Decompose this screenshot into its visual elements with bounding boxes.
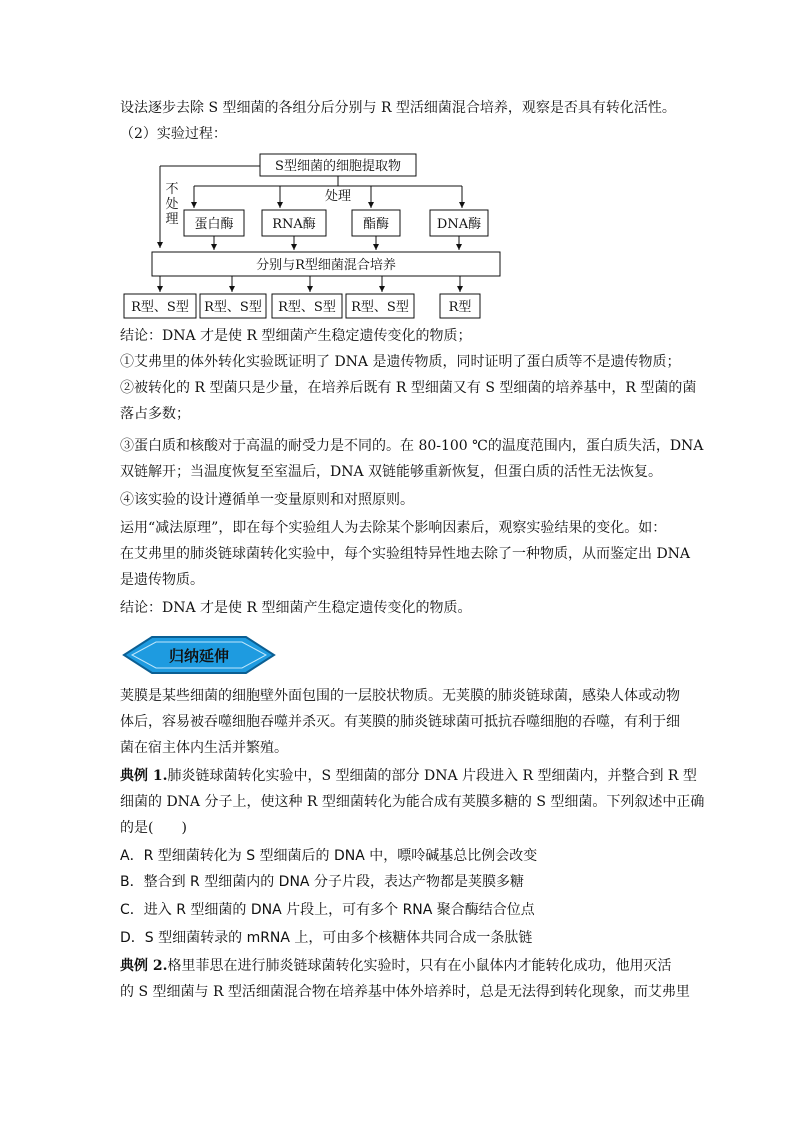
result-label-4: R型、S型 [351, 300, 409, 315]
result-label-1: R型、S型 [131, 300, 189, 315]
enzyme-label-2: RNA酶 [272, 217, 316, 232]
enzyme-label-1: 蛋白酶 [194, 217, 234, 232]
point-3a: ③蛋白质和核酸对于高温的耐受力是不同的。在 80-100 ℃的温度范围内，蛋白质失活，DNA [120, 438, 704, 454]
no-treat-label-3: 理 [165, 212, 179, 227]
example-1-option-d: D．S 型细菌转录的 mRNA 上，可由多个核糖体共同合成一条肽链 [120, 930, 533, 946]
example-1-option-b: B．整合到 R 型细菌内的 DNA 分子片段，表达产物都是荚膜多糖 [120, 874, 524, 890]
subtraction-line-1: 运用“减法原理”，即在每个实验组人为去除某个影响因素后，观察实验结果的变化。如： [120, 520, 667, 536]
conclusion-1: 结论：DNA 才是使 R 型细菌产生稳定遗传变化的物质； [120, 328, 472, 344]
point-1: ①艾弗里的体外转化实验既证明了 DNA 是遗传物质，同时证明了蛋白质等不是遗传物质； [120, 354, 681, 370]
subtraction-line-3: 是遗传物质。 [120, 572, 204, 588]
extract-label: S型细菌的细胞提取物 [275, 159, 401, 174]
example-2-q2: 的 S 型细菌与 R 型活细菌混合物在培养基中体外培养时，总是无法得到转化现象，而艾弗里 [120, 984, 690, 1000]
example-1-q3: 的是( ) [120, 820, 187, 836]
process-heading: （2）实验过程： [120, 126, 227, 142]
conclusion-2: 结论：DNA 才是使 R 型细菌产生稳定遗传变化的物质。 [120, 600, 472, 616]
point-3b: 双链解开；当温度恢复至室温后，DNA 双链能够重新恢复，但蛋白质的活性无法恢复。 [120, 464, 663, 480]
extension-line-3: 菌在宿主体内生活并繁殖。 [120, 740, 288, 756]
mix-label: 分别与R型细菌混合培养 [256, 258, 396, 273]
enzyme-label-4: DNA酶 [436, 217, 482, 232]
experiment-diagram [120, 148, 540, 324]
section-badge [122, 634, 276, 676]
example-2-label: 典例 2. [120, 958, 168, 974]
extension-line-2: 体后，容易被吞噬细胞吞噬并杀灭。有荚膜的肺炎链球菌可抵抗吞噬细胞的吞噬，有利于细 [120, 714, 680, 730]
example-1-option-c: C．进入 R 型细菌的 DNA 片段上，可有多个 RNA 聚合酶结合位点 [120, 902, 535, 918]
result-label-2: R型、S型 [204, 300, 262, 315]
point-2b: 落占多数； [120, 406, 190, 422]
intro-line: 设法逐步去除 S 型细菌的各组分后分别与 R 型活细菌混合培养，观察是否具有转化活性。 [120, 100, 676, 116]
point-2a: ②被转化的 R 型菌只是少量，在培养后既有 R 型细菌又有 S 型细菌的培养基中，R 型菌的菌 [120, 380, 697, 396]
example-1-option-a: A．R 型细菌转化为 S 型细菌后的 DNA 中，嘌呤碱基总比例会改变 [120, 848, 538, 864]
example-2-q1 [120, 956, 680, 976]
subtraction-line-2: 在艾弗里的肺炎链球菌转化实验中，每个实验组特异性地去除了一种物质，从而鉴定出 DNA [120, 546, 691, 562]
no-treat-label-1: 不 [165, 182, 179, 197]
example-2-q1-text: 格里菲思在进行肺炎链球菌转化实验时，只有在小鼠体内才能转化成功，他用灭活 [167, 958, 672, 974]
result-label-3: R型、S型 [278, 300, 336, 315]
treat-label: 处理 [324, 189, 352, 204]
example-1-q1 [120, 766, 697, 786]
point-4: ④该实验的设计遵循单一变量原则和对照原则。 [120, 492, 414, 508]
example-1-q2: 细菌的 DNA 分子上，使这种 R 型细菌转化为能合成有荚膜多糖的 S 型细菌。下列叙述中正确 [120, 794, 705, 810]
result-label-5: R型 [448, 300, 472, 315]
extension-line-1: 荚膜是某些细菌的细胞壁外面包围的一层胶状物质。无荚膜的肺炎链球菌，感染人体或动物 [120, 688, 680, 704]
no-treat-label-2: 处 [165, 197, 179, 212]
example-1-label: 典例 1. [120, 768, 168, 784]
enzyme-label-3: 酯酶 [362, 217, 390, 232]
example-1-q1-text: 肺炎链球菌转化实验中，S 型细菌的部分 DNA 片段进入 R 型细菌内，并整合到 R 型 [167, 768, 697, 784]
badge-label: 归纳延伸 [168, 647, 230, 665]
